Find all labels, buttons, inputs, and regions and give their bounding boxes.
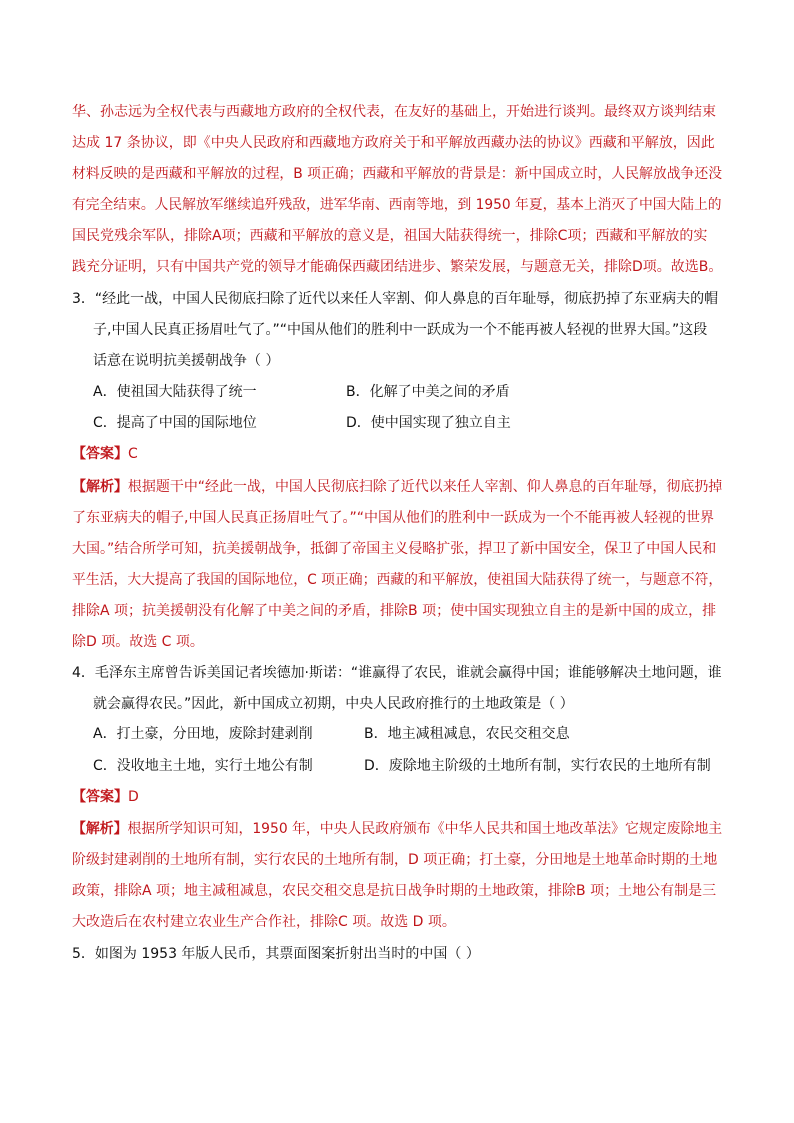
q3-stem-line: 3．“经此一战，中国人民彻底扫除了近代以来任人宰割、仰人鼻息的百年耻辱，彻底扔掉了东亚病夫的帽	[72, 291, 719, 307]
q3-analysis-line: 根据题干中“经此一战，中国人民彻底扫除了近代以来任人宰割、仰人鼻息的百年耻辱，彻底扔掉	[127, 479, 723, 495]
q3-answer-row	[72, 444, 138, 464]
q3-option-a: A．使祖国大陆获得了统一	[93, 384, 257, 400]
prev-explanation-line: 有完全结束。人民解放军继续追歼残敌，进军华南、西南等地，到 1950 年夏，基本上消灭了中国大陆上的	[72, 197, 722, 213]
q4-answer-tag: 【答案】	[72, 789, 128, 805]
q3-analysis-line: 除D 项。故选 C 项。	[72, 634, 204, 650]
q3-analysis-line: 平生活，大大提高了我国的国际地位，C 项正确；西藏的和平解放，使祖国大陆获得了统一，与题意不符，	[72, 572, 723, 588]
q4-analysis-line: 阶级封建剥削的土地所有制，实行农民的土地所有制，D 项正确；打土豪，分田地是土地革命时期的土地	[72, 852, 718, 868]
q4-analysis-line: 根据所学知识可知，1950 年，中央人民政府颁布《中华人民共和国土地改革法》它规定废除地主	[127, 821, 723, 837]
q4-answer-row	[72, 787, 139, 807]
q3-analysis-line: 了东亚病夫的帽子,中国人民真正扬眉吐气了。”“中国从他们的胜利中一跃成为一个不能再被人轻视的世界	[72, 510, 714, 526]
q4-analysis-row	[72, 819, 722, 839]
q4-option-a: A．打土豪，分田地，废除封建剥削	[93, 726, 313, 742]
q3-answer-value: C	[128, 446, 138, 462]
q4-analysis-line: 政策，排除A 项；地主减租减息，农民交租交息是抗日战争时期的土地政策，排除B 项；土地公有制是三	[72, 883, 717, 899]
q3-analysis-line: 排除A 项；抗美援朝没有化解了中美之间的矛盾，排除B 项；使中国实现独立自主的是新中国的成立，排	[72, 603, 717, 619]
q3-option-b: B．化解了中美之间的矛盾	[346, 384, 510, 400]
q3-analysis-row	[72, 477, 722, 497]
prev-explanation-line: 材料反映的是西藏和平解放的过程，B 项正确；西藏和平解放的背景是：新中国成立时，人民解放战争还没	[72, 166, 723, 182]
q3-option-c: C．提高了中国的国际地位	[93, 415, 257, 431]
q4-stem-line: 就会赢得农民。”因此，新中国成立初期，中央人民政府推行的土地政策是（ ）	[93, 696, 574, 712]
prev-explanation-line: 国民党残余军队，排除A项；西藏和平解放的意义是，祖国大陆获得统一，排除C项；西藏和平解放的实	[72, 228, 708, 244]
q4-option-c: C．没收地主土地，实行土地公有制	[93, 758, 313, 774]
q3-stem-line: 话意在说明抗美援朝战争（ ）	[93, 353, 280, 369]
prev-explanation-line: 践充分证明，只有中国共产党的领导才能确保西藏团结进步、繁荣发展，与题意无关，排除D项。故选B。	[72, 259, 723, 275]
q4-answer-value: D	[128, 789, 139, 805]
q5-stem: 5．如图为 1953 年版人民币，其票面图案折射出当时的中国（ ）	[72, 946, 480, 962]
q4-option-b: B．地主减租减息，农民交租交息	[364, 726, 570, 742]
prev-explanation-line: 华、孙志远为全权代表与西藏地方政府的全权代表，在友好的基础上，开始进行谈判。最终双方谈判结束	[72, 104, 716, 120]
q4-analysis-tag: 【解析】	[72, 821, 128, 837]
q4-option-d: D．废除地主阶级的土地所有制，实行农民的土地所有制	[364, 758, 711, 774]
q4-analysis-line: 大改造后在农村建立农业生产合作社，排除C 项。故选 D 项。	[72, 914, 456, 930]
q3-analysis-line: 大国。”结合所学可知，抗美援朝战争，抵御了帝国主义侵略扩张，捍卫了新中国安全，保卫了中国人民和	[72, 541, 717, 557]
q3-stem-line: 子,中国人民真正扬眉吐气了。”“中国从他们的胜利中一跃成为一个不能再被人轻视的世界大国。”这段	[93, 322, 708, 338]
prev-explanation-line: 达成 17 条协议，即《中央人民政府和西藏地方政府关于和平解放西藏办法的协议》西藏和平解放，因此	[72, 135, 715, 151]
q3-answer-tag: 【答案】	[72, 446, 128, 462]
q3-option-d: D．使中国实现了独立自主	[346, 415, 511, 431]
q4-stem-line: 4．毛泽东主席曾告诉美国记者埃德加·斯诺：“谁赢得了农民，谁就会赢得中国；谁能够解决土地问题，谁	[72, 665, 722, 681]
q3-analysis-tag: 【解析】	[72, 479, 128, 495]
